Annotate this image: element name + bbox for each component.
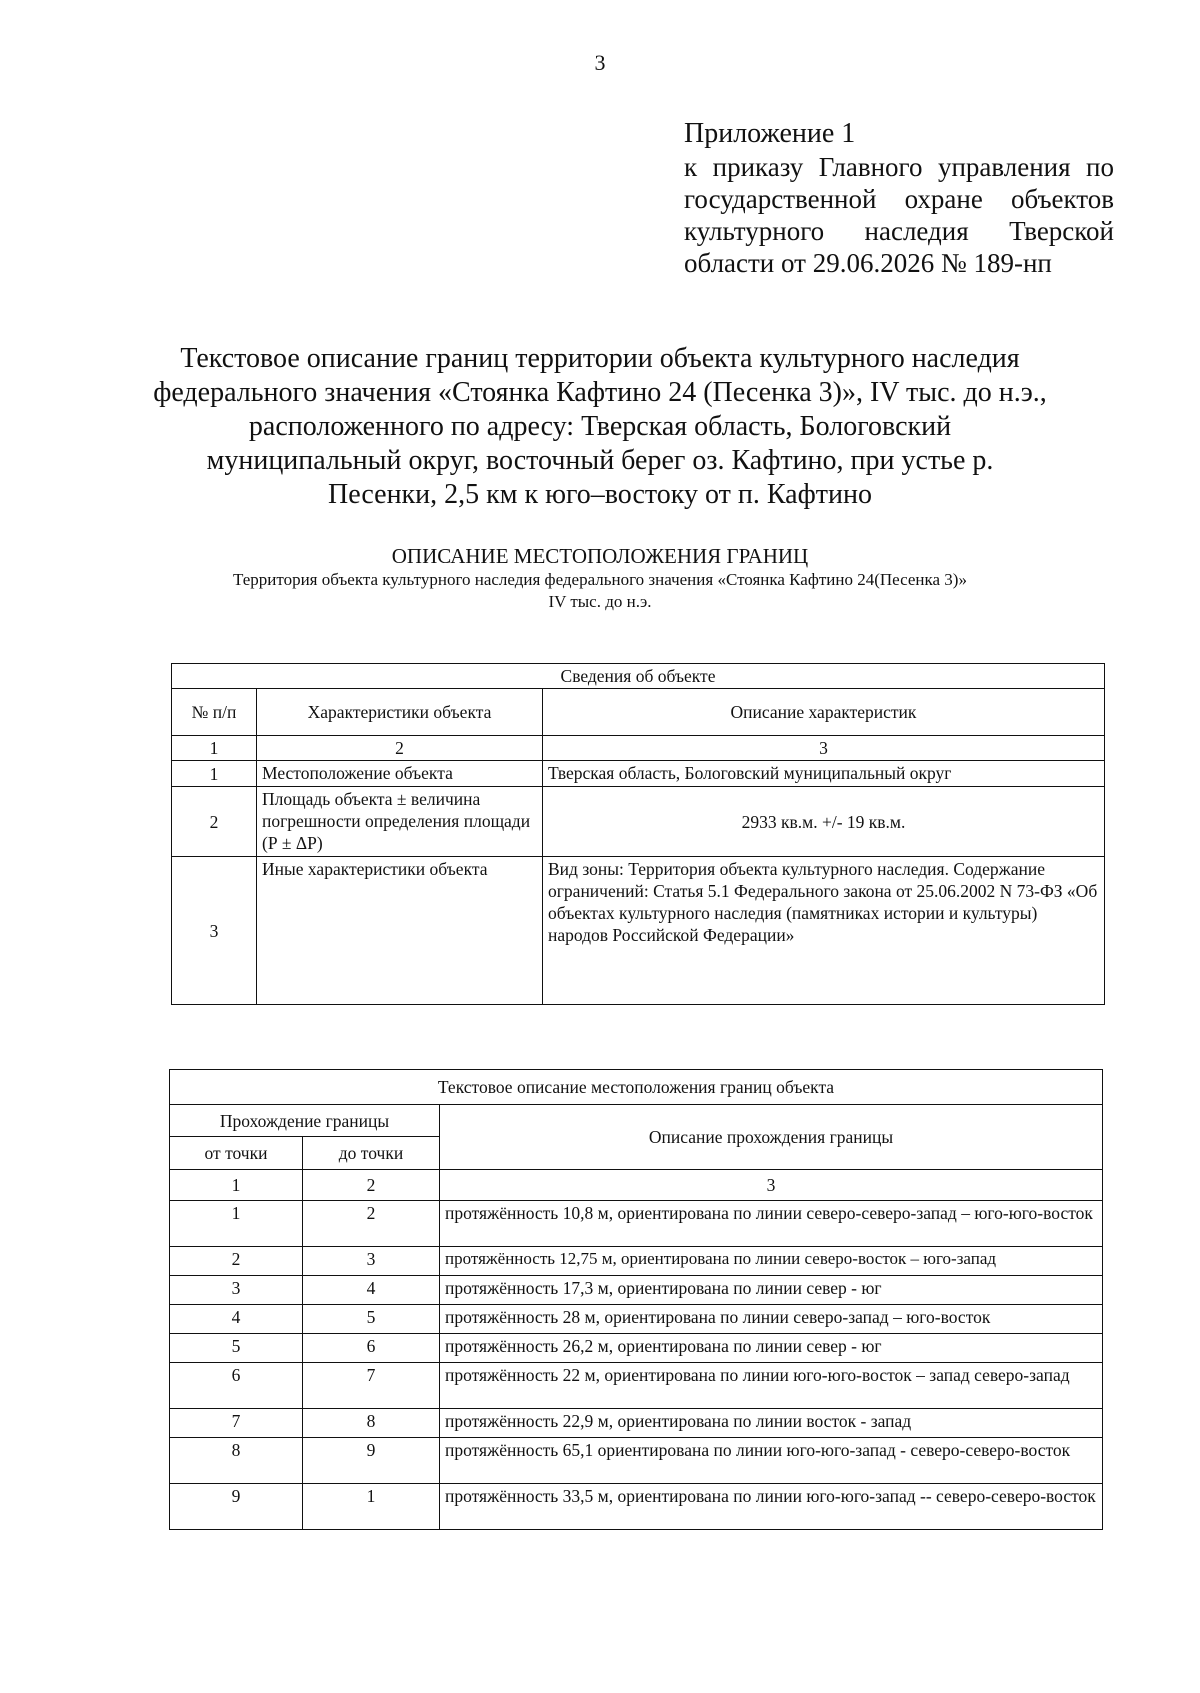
col-number-cell: 1 (172, 736, 257, 761)
section-heading-block (140, 543, 1060, 613)
row-from: 4 (170, 1305, 303, 1334)
row-to: 9 (303, 1438, 440, 1484)
header-boundary-passage: Прохождение границы (170, 1105, 440, 1137)
row-description: протяжённость 10,8 м, ориентирована по линии северо-северо-запад – юго-юго-восток (440, 1201, 1103, 1247)
row-description: 2933 кв.м. +/- 19 кв.м. (543, 787, 1105, 857)
table-row (170, 1201, 1103, 1247)
section-subheading-period: IV тыс. до н.э. (548, 592, 652, 611)
page-number: 3 (594, 50, 606, 75)
row-description: протяжённость 28 м, ориентирована по линии северо-запад – юго-восток (440, 1305, 1103, 1334)
row-characteristic: Площадь объекта ± величина погрешности определения площади (Р ± ΔР) (257, 787, 543, 857)
table-row (172, 857, 1105, 1005)
header-boundary-description: Описание прохождения границы (440, 1105, 1103, 1170)
table-row (170, 1409, 1103, 1438)
object-info-table (171, 663, 1105, 1005)
boundary-description-table (169, 1069, 1103, 1530)
table-row (170, 1247, 1103, 1276)
row-characteristic: Местоположение объекта (257, 761, 543, 787)
col-number-cell: 3 (440, 1170, 1103, 1201)
col-number-cell: 1 (170, 1170, 303, 1201)
row-characteristic: Иные характеристики объекта (257, 857, 543, 1005)
row-description: протяжённость 65,1 ориентирована по линии юго-юго-запад - северо-северо-восток (440, 1438, 1103, 1484)
row-description: Тверская область, Бологовский муниципальный округ (543, 761, 1105, 787)
table-row (172, 787, 1105, 857)
row-description: Вид зоны: Территория объекта культурного наследия. Содержание ограничений: Статья 5.1 Федерального закона от 25.06.2002 N 73-ФЗ «Об объектах культурного наследия (памятниках истории и культуры) народов Российской Федерации» (543, 857, 1105, 1005)
row-description: протяжённость 22,9 м, ориентирована по линии восток - запад (440, 1409, 1103, 1438)
col-number-cell: 2 (257, 736, 543, 761)
document-title: Текстовое описание границ территории объекта культурного наследия федерального значения «Стоянка Кафтино 24 (Песенка 3)», IV тыс. до н.э., расположенного по адресу: Тверская область, Бологовский муниципальный округ, восточный берег оз. Кафтино, при устье р. Песенки, 2,5 км к юго–востоку от п. Кафтино (153, 343, 1047, 510)
row-to: 8 (303, 1409, 440, 1438)
row-to: 4 (303, 1276, 440, 1305)
object-table-caption: Сведения об объекте (172, 664, 1105, 689)
row-from: 5 (170, 1334, 303, 1363)
header-to-point: до точки (303, 1137, 440, 1170)
row-from: 9 (170, 1484, 303, 1530)
row-from: 7 (170, 1409, 303, 1438)
table-row (170, 1276, 1103, 1305)
row-to: 5 (303, 1305, 440, 1334)
table-row (170, 1438, 1103, 1484)
table-row (172, 761, 1105, 787)
row-description: протяжённость 26,2 м, ориентирована по линии север - юг (440, 1334, 1103, 1363)
row-description: протяжённость 12,75 м, ориентирована по линии северо-восток – юго-запад (440, 1247, 1103, 1276)
header-characteristic: Характеристики объекта (257, 689, 543, 736)
row-from: 1 (170, 1201, 303, 1247)
appendix-reference: к приказу Главного управления по государственной охране объектов культурного наследия Тверской области от 29.06.2026 № 189-нп (684, 152, 1114, 278)
row-from: 8 (170, 1438, 303, 1484)
header-from-point: от точки (170, 1137, 303, 1170)
table-row (170, 1305, 1103, 1334)
row-from: 2 (170, 1247, 303, 1276)
row-to: 7 (303, 1363, 440, 1409)
section-subheading: Территория объекта культурного наследия федерального значения «Стоянка Кафтино 24(Песенка 3)» (233, 570, 967, 589)
row-number: 1 (172, 761, 257, 787)
row-from: 6 (170, 1363, 303, 1409)
row-description: протяжённость 17,3 м, ориентирована по линии север - юг (440, 1276, 1103, 1305)
row-number: 2 (172, 787, 257, 857)
boundary-table-caption: Текстовое описание местоположения границ объекта (170, 1070, 1103, 1105)
header-description: Описание характеристик (543, 689, 1105, 736)
section-heading: ОПИСАНИЕ МЕСТОПОЛОЖЕНИЯ ГРАНИЦ (391, 544, 809, 568)
row-from: 3 (170, 1276, 303, 1305)
col-number-cell: 3 (543, 736, 1105, 761)
row-to: 6 (303, 1334, 440, 1363)
header-number: № п/п (172, 689, 257, 736)
table-row (170, 1334, 1103, 1363)
col-number-cell: 2 (303, 1170, 440, 1201)
row-to: 2 (303, 1201, 440, 1247)
row-description: протяжённость 33,5 м, ориентирована по линии юго-юго-запад -- северо-северо-восток (440, 1484, 1103, 1530)
row-to: 3 (303, 1247, 440, 1276)
row-number: 3 (172, 857, 257, 1005)
row-to: 1 (303, 1484, 440, 1530)
row-description: протяжённость 22 м, ориентирована по линии юго-юго-восток – запад северо-запад (440, 1363, 1103, 1409)
appendix-title: Приложение 1 (684, 118, 856, 149)
appendix-block (684, 118, 1114, 279)
table-row (170, 1484, 1103, 1530)
table-row (170, 1363, 1103, 1409)
